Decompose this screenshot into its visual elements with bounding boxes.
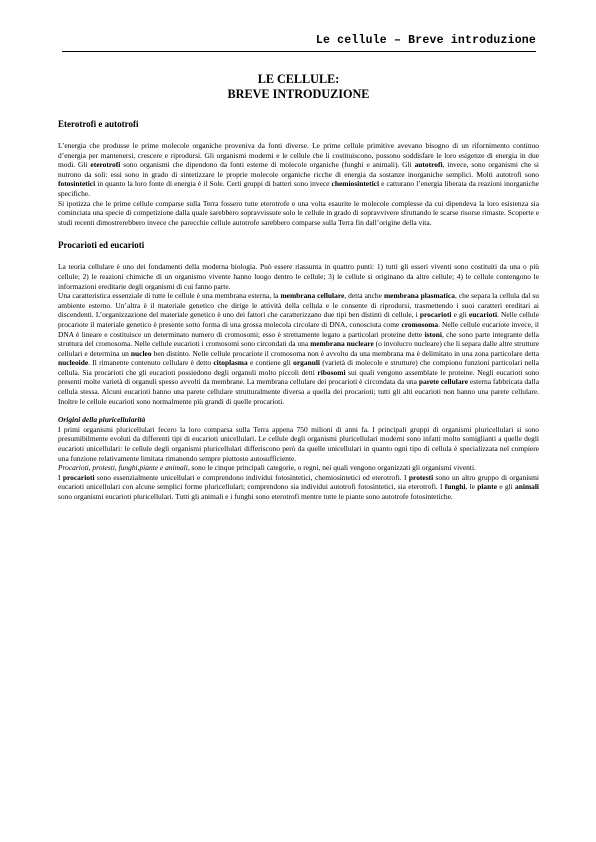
title-line-2: BREVE INTRODUZIONE	[227, 87, 370, 101]
paragraph: I primi organismi pluricellulari fecero la loro comparsa sulla Terra appena 750 milioni di anni fa. I principali gruppi di organismi pluricellulari si sono presumibilmente evoluti da differenti tipi di eucarioti unicellulari. Le cellule degli organismi pluricellulari moderni sono infatti molto somiglianti a quelle degli eucarioti unicellulari: le cellule degli organismi pluricellulari differiscono però da quelle unicellulari in quanto ogni tipo di cellula è specializzata nel compiere una funzione relativamente limitata rimanendo sempre piuttosto autosufficiente.	[58, 424, 539, 463]
bold-term: organuli	[293, 358, 321, 368]
bold-term: funghi	[444, 482, 466, 492]
bold-term: citoplasma	[213, 358, 248, 368]
title-line-1: LE CELLULE:	[257, 72, 340, 86]
header-rule	[62, 51, 536, 52]
bold-term: piante	[477, 482, 498, 492]
document-body	[58, 72, 539, 502]
bold-term: nucleo	[130, 348, 152, 358]
section-heading-procarioti: Procarioti ed eucarioti	[58, 240, 145, 251]
bold-term: autotrofi	[414, 160, 443, 170]
paragraph: Si ipotizza che le prime cellule comparse sulla Terra fossero tutte eterotrofe e una volta esaurite le molecole complesse da cui dipendeva la loro esistenza sia cominciata una specie di competizione dalla quale sarebbero sopravvissute solo le cellule in grado di sopravvivere sfruttando le scarse risorse rimaste. Scoperte e studi recenti dimostrerebbero invece che parecchie cellule autotrofe sarebbero comparse sulla Terra fin dall’origine della vita.	[58, 198, 539, 227]
bold-term: eterotrofi	[90, 160, 121, 170]
bold-term: ribosomi	[317, 367, 346, 377]
bold-term: animali	[515, 482, 539, 492]
section-heading-eterotrofi: Eterotrofi e autotrofi	[58, 119, 139, 129]
bold-term: membrana cellulare	[280, 291, 345, 301]
bold-term: protesti	[408, 472, 434, 482]
bold-term: parete cellulare	[418, 377, 469, 387]
bold-term: cromosoma	[401, 319, 439, 329]
bold-term: nucleoide	[58, 358, 89, 368]
running-header: Le cellule – Breve introduzione	[315, 34, 536, 47]
subsection-heading-pluricellularita: Origini della pluricellularità	[58, 415, 146, 425]
bold-term: membrana plasmatica	[383, 291, 455, 301]
paragraph: L’energia che produsse le prime molecole organiche proveniva da fonti diverse. Le prime cellule primitive avevano bisogno di un rifornimento continuo d’energia per mantenersi, crescere e riprodursi. Gli organismi moderni e le cellule che li costituiscono, possono soddisfare le loro esigenze di energia in due modi. Gli eterotrofi sono organismi che dipendono da fonti esterne di molecole organiche (funghi e animali). Gli autotrofi, invece, sono organismi che si nutrono da soli: essi sono in grado di sintetizzare le proprie molecole organiche ricche di energia da sostanze inorganiche semplici. Molti autotrofi sono fotosintetici in quanto la loro fonte di energia è il Sole. Certi gruppi di batteri sono invece chemiosintetici e catturano l’energia liberata da reazioni inorganiche specifiche.	[58, 141, 539, 198]
bold-term: istoni	[424, 329, 442, 339]
bold-term: procarioti	[62, 472, 95, 482]
document-title	[58, 72, 539, 102]
paragraph: Una caratteristica essenziale di tutte le cellule è una membrana esterna, la membrana cellulare, detta anche membrana plasmatica, che separa la cellula dal su ambiente esterno. Un’altra è il materiale genetico che dirige le attività della cellula e le consente di riprodursi, trasmettendo i suoi caratteri ereditari ai discendenti. L’organizzazione del materiale genetico è uno dei fattori che caratterizzano due tipi ben distinti di cellule, i procarioti e gli eucarioti. Nelle cellule procariote il materiale genetico è presente sotto forma di una grossa molecola circolare di DNA, conosciuta come cromosoma. Nelle cellule eucariote invece, il DNA è lineare e costituisce un determinato numero di cromosomi; esso è strettamente legato a particolari proteine dette istoni, che sono parte integrante della struttura del cromosoma. Nelle cellule eucarioti i cromosomi sono circondati da una membrana nucleare (o involucro nucleare) che li separa dalle altre strutture cellulari e determina un nucleo ben distinto. Nelle cellule procariote il cromosoma non è avvolto da una membrana ma è delimitato in una zona particolare detta nucleoide. Il rimanente contenuto cellulare è detto citoplasma e contiene gli organuli (varietà di molecole e strutture) che compiono funzioni particolari nella cellula. Sia procarioti che gli eucarioti possiedono degli organuli molto piccoli detti ribosomi sui quali vengono assemblate le proteine. Negli eucarioti sono presenti molte varietà di organuli spesso avvolti da membrane. La membrana cellulare dei procarioti è circondata da una parete cellulare esterna fabbricata dalla cellula stessa. Alcuni eucarioti hanno una parete cellulare strutturalmente diversa a quella dei procarioti; tutti gli alti eucarioti non hanno una parete cellulare. Inoltre le cellule eucarioti sono normalmente più grandi di quelle procarioti.	[58, 291, 540, 406]
bold-term: procarioti	[419, 310, 452, 320]
bold-term: membrana nucleare	[310, 339, 374, 349]
bold-term: fotosintetici	[58, 179, 96, 189]
bold-term: chemiosintetici	[331, 179, 380, 189]
italic-term: Procarioti, protesti, funghi,piante e animali	[58, 463, 188, 473]
bold-term: eucarioti	[468, 310, 498, 320]
paragraph: Procarioti, protesti, funghi,piante e animali, sono le cinque principali categorie, o regni, nei quali vengono organizzati gli organismi viventi.	[58, 463, 476, 473]
paragraph: La teoria cellulare è uno dei fondamenti della moderna biologia. Può essere riassunta in quattro punti: 1) tutti gli esseri viventi sono costituiti da una o più cellule; 2) le reazioni chimiche di un organismo vivente hanno luogo dentro le cellule; 3) le cellule si originano da altre cellule; 4) le cellule contengono le informazioni ereditarie degli organismi di cui fanno parte.	[58, 262, 539, 291]
paragraph: I procarioti sono essenzialmente unicellulari e comprendono individui fotosintetici, chemiosintetici ed eterotrofi. I protesti sono un altro gruppo di organismi eucarioti unicellulari con alcune semplici forme pluricellulari; comprendono sia individui autotrofi fotosintetici, sia eterotrofi. I funghi, le piante e gli animali sono organismi eucarioti pluricellulari. Tutti gli animali e i funghi sono eterotrofi mentre tutte le piante sono autotrofe fotosintetiche.	[58, 472, 540, 501]
